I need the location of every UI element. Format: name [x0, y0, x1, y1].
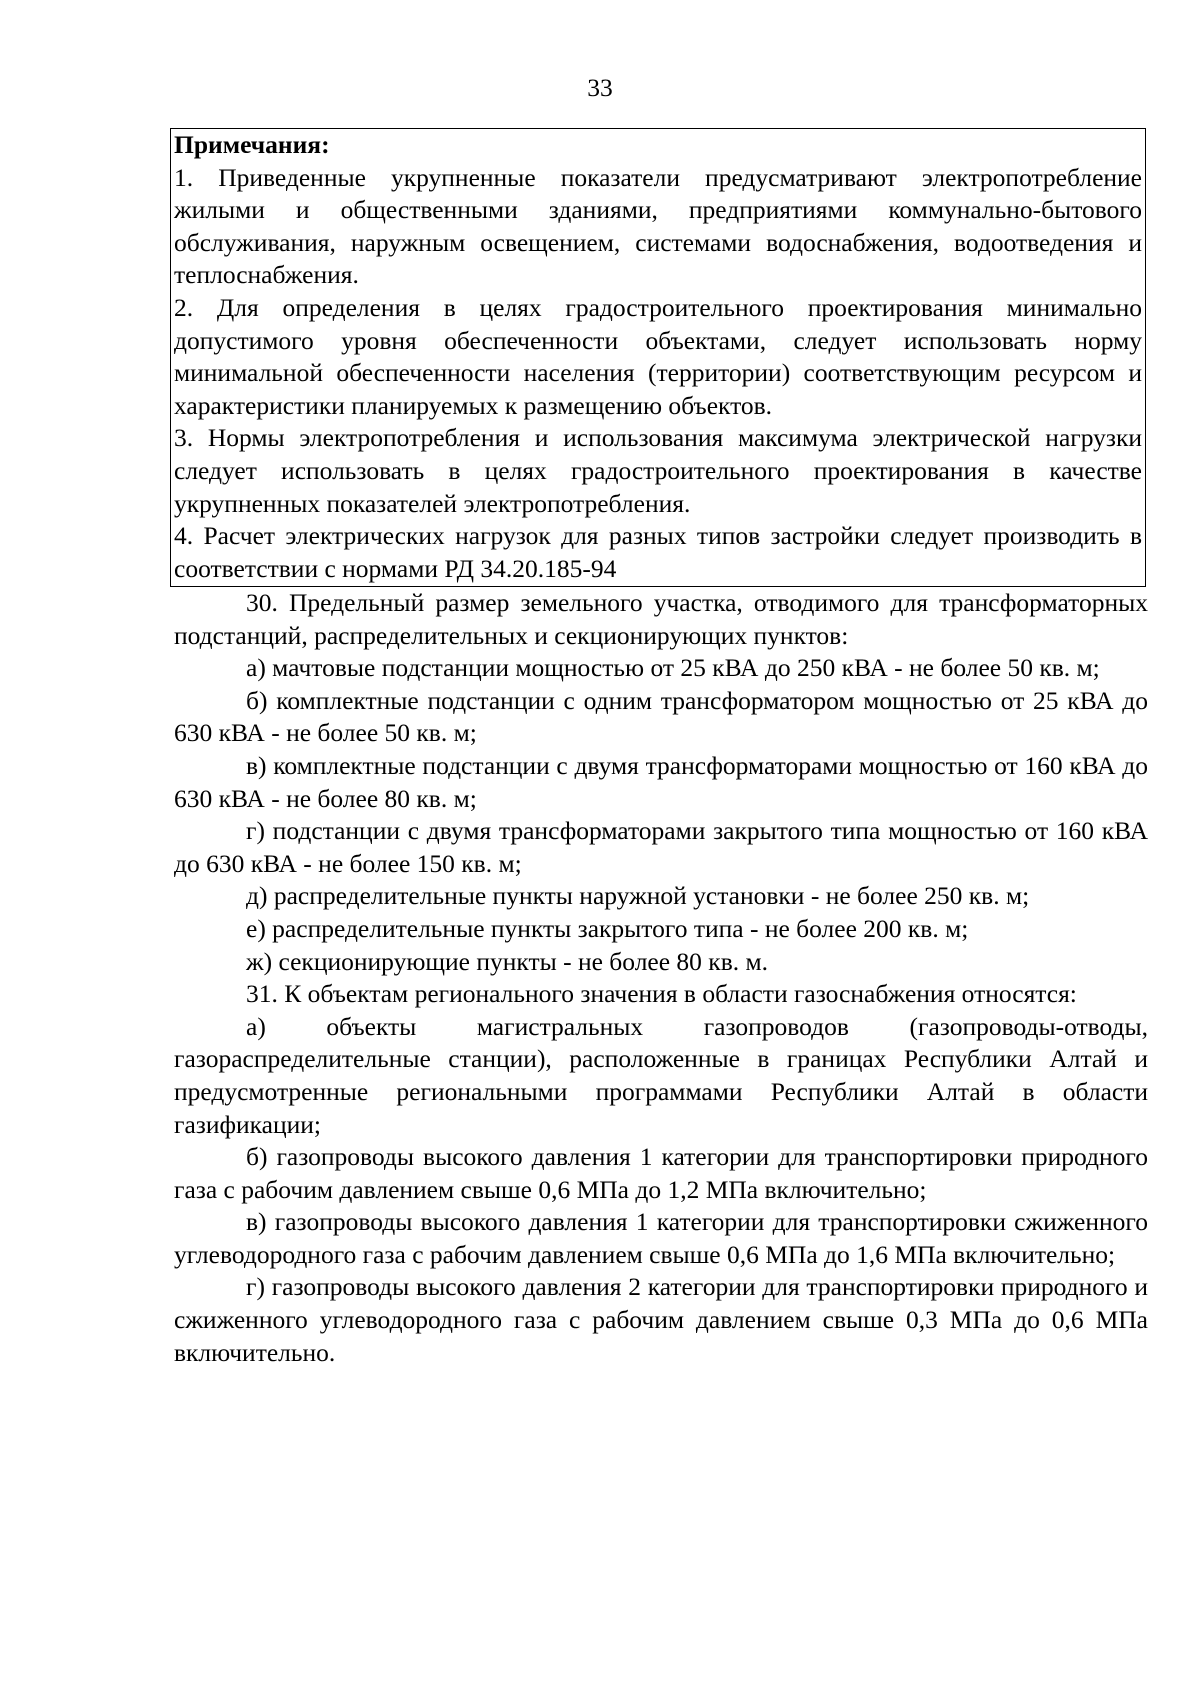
clause-30-item-a: а) мачтовые подстанции мощностью от 25 кВА до 250 кВА - не более 50 кв. м;: [246, 653, 1100, 683]
clause-31-intro: 31. К объектам регионального значения в области газоснабжения относятся:: [246, 979, 1077, 1009]
note-item-1: 1. Приведенные укрупненные показатели предусматривают электропотребление жилыми и общественными зданиями, предприятиями коммунально-бытового обслуживания, наружным освещением, системами водоснабжения, водоотведения и теплоснабжения.: [174, 162, 1142, 290]
page-number: 33: [587, 73, 613, 102]
clause-30-intro: 30. Предельный размер земельного участка, отводимого для трансформаторных подстанций, распределительных и секционирующих пунктов:: [174, 588, 1148, 650]
clause-31-item-b: б) газопроводы высокого давления 1 категории для транспортировки природного газа с рабочим давлением свыше 0,6 МПа до 1,2 МПа включительно;: [174, 1142, 1148, 1204]
clause-30-item-v: в) комплектные подстанции с двумя трансформаторами мощностью от 160 кВА до 630 кВА - не более 80 кв. м;: [174, 750, 1148, 813]
clause-31-item-a: а) объекты магистральных газопроводов (газопроводы-отводы, газораспределительные станции), расположенные в границах Республики Алтай и предусмотренные региональными программами Республики Алтай в области газификации;: [174, 1011, 1148, 1139]
clause-30-item-d: д) распределительные пункты наружной установки - не более 250 кв. м;: [246, 881, 1030, 911]
clause-30-item-zh: ж) секционирующие пункты - не более 80 кв. м.: [246, 946, 768, 976]
notes-box: [170, 128, 1146, 587]
body-text: [174, 587, 1148, 1369]
note-item-2: 2. Для определения в целях градостроительного проектирования минимально допустимого уровня обеспеченности объектами, следует использовать норму минимальной обеспеченности населения (территории) соответствующим ресурсом и характеристики планируемых к размещению объектов.: [174, 292, 1142, 420]
note-item-4: 4. Расчет электрических нагрузок для разных типов застройки следует производить в соответствии с нормами РД 34.20.185-94: [174, 521, 1142, 583]
clause-30-item-e: е) распределительные пункты закрытого типа - не более 200 кв. м;: [246, 913, 969, 943]
notes-title: Примечания:: [174, 130, 330, 159]
clause-30-item-g: г) подстанции с двумя трансформаторами закрытого типа мощностью от 160 кВА до 630 кВА - не более 150 кв. м;: [174, 816, 1148, 878]
note-item-3: 3. Нормы электропотребления и использования максимума электрической нагрузки следует использовать в целях градостроительного проектирования в качестве укрупненных показателей электропотребления.: [174, 423, 1142, 518]
clause-31-item-v: в) газопроводы высокого давления 1 категории для транспортировки сжиженного углеводородного газа с рабочим давлением свыше 0,6 МПа до 1,6 МПа включительно;: [174, 1207, 1148, 1269]
clause-31-item-g: г) газопроводы высокого давления 2 категории для транспортировки природного и сжиженного углеводородного газа с рабочим давлением свыше 0,3 МПа до 0,6 МПа включительно.: [174, 1272, 1148, 1367]
clause-30-item-b: б) комплектные подстанции с одним трансформатором мощностью от 25 кВА до 630 кВА - не более 50 кв. м;: [174, 685, 1148, 748]
